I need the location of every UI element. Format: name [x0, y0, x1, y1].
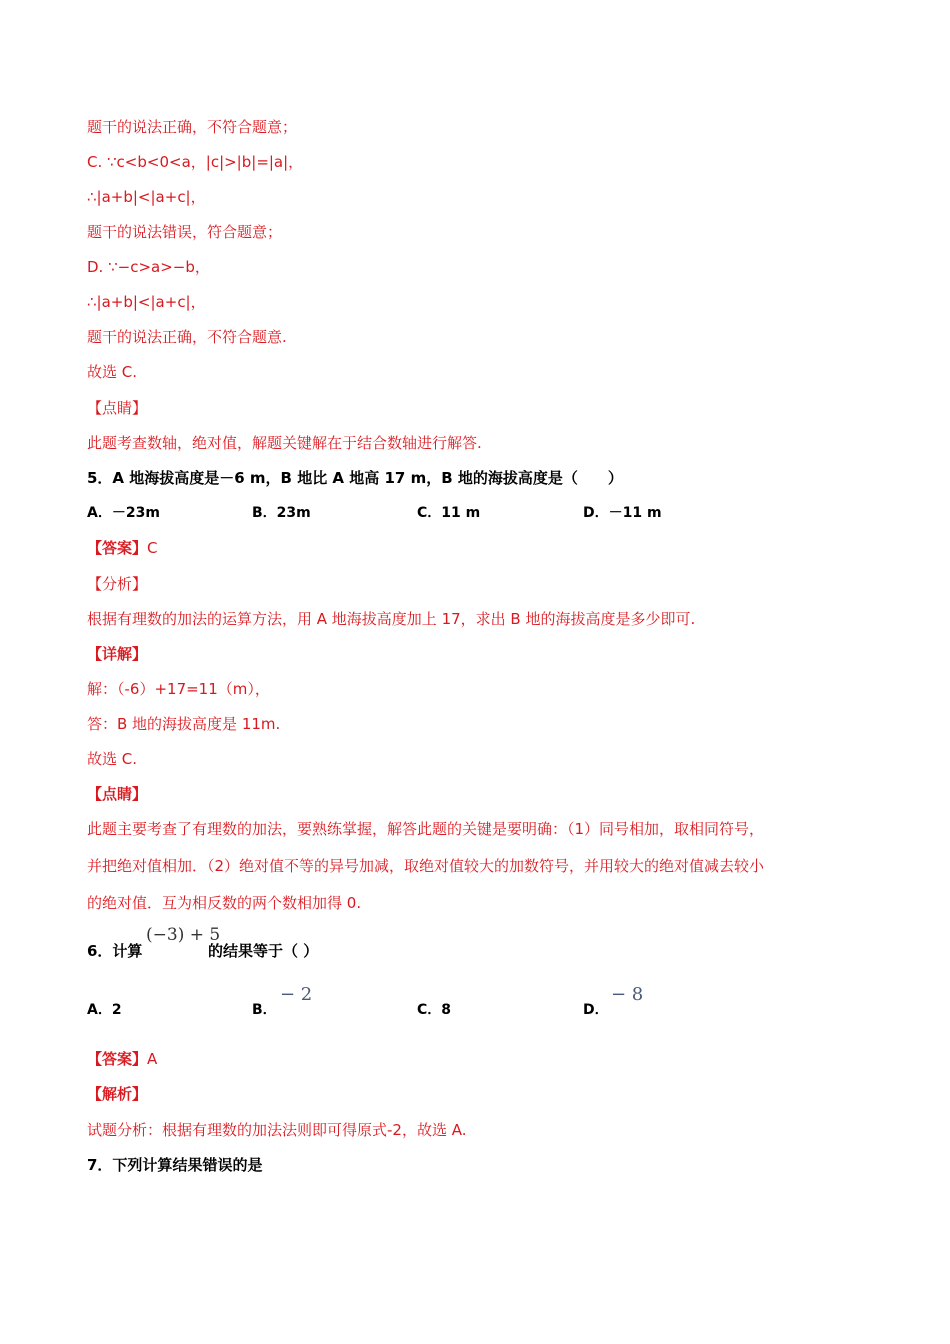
- q6-analysis: 试题分析：根据有理数的加法法则即可得原式-2，故选 A.: [87, 1121, 467, 1139]
- question-6-stem-post: 的结果等于（ ）: [208, 942, 319, 960]
- solution-line: ∴|a+b|<|a+c|，: [87, 293, 206, 311]
- q5-tip-line: 此题主要考查了有理数的加法，要熟练掌握，解答此题的关键是要明确：（1）同号相加，取相同符号，: [87, 820, 765, 838]
- q6-option-b-value: − 2: [280, 984, 313, 1005]
- q5-detail-line: 解：（-6）+17=11（m），: [87, 680, 270, 698]
- question-6-stem-pre: 6．计算: [87, 942, 143, 960]
- q5-detail-line: 答：B 地的海拔高度是 11m.: [87, 715, 281, 733]
- section-tag-explanation: 【解析】: [87, 1085, 148, 1103]
- q6-formula: (−3) + 5: [146, 925, 221, 945]
- solution-line: 此题考查数轴，绝对值，解题关键解在于结合数轴进行解答.: [87, 434, 482, 452]
- q5-option-b: B．23m: [252, 505, 311, 521]
- solution-line: 题干的说法正确，不符合题意；: [87, 118, 298, 136]
- answer-value: C: [147, 539, 158, 557]
- q5-tip-line: 并把绝对值相加．（2）绝对值不等的异号加减，取绝对值较大的加数符号，并用较大的绝对值减去较小: [87, 857, 765, 875]
- q5-choose: 故选 C.: [87, 750, 138, 768]
- q5-option-a: A．－23m: [87, 505, 160, 521]
- q6-answer: [87, 1049, 157, 1069]
- answer-tag: 【答案】: [87, 539, 148, 557]
- section-tag-tip: 【点睛】: [87, 399, 148, 417]
- solution-line: 故选 C.: [87, 363, 138, 381]
- section-tag-tip: 【点睛】: [87, 785, 148, 803]
- answer-tag: 【答案】: [87, 1050, 148, 1068]
- q6-option-d: D．: [583, 1002, 609, 1018]
- section-tag-analysis: 【分析】: [87, 575, 148, 593]
- q6-option-b: B．: [252, 1002, 277, 1018]
- q5-tip-line: 的绝对值．互为相反数的两个数相加得 0.: [87, 894, 362, 912]
- q6-option-c: C．8: [417, 1002, 452, 1018]
- solution-line: D. ∵−c>a>−b，: [87, 258, 210, 276]
- question-5-stem: 5．A 地海拔高度是－6 m，B 地比 A 地高 17 m，B 地的海拔高度是（ ）: [87, 469, 623, 487]
- solution-line: C. ∵c<b<0<a，|c|>|b|=|a|，: [87, 153, 304, 171]
- solution-line: ∴|a+b|<|a+c|，: [87, 188, 206, 206]
- q5-option-d: D．－11 m: [583, 505, 662, 521]
- q5-option-c: C．11 m: [417, 505, 481, 521]
- solution-line: 题干的说法正确，不符合题意.: [87, 328, 287, 346]
- question-7-stem: 7．下列计算结果错误的是: [87, 1156, 263, 1174]
- q5-answer: [87, 538, 158, 558]
- answer-value: A: [147, 1050, 158, 1068]
- q6-option-a: A．2: [87, 1002, 122, 1018]
- solution-line: 题干的说法错误，符合题意；: [87, 223, 283, 241]
- section-tag-detail: 【详解】: [87, 645, 148, 663]
- q5-analysis: 根据有理数的加法的运算方法，用 A 地海拔高度加上 17，求出 B 地的海拔高度是多少即可.: [87, 610, 696, 628]
- q6-option-d-value: − 8: [611, 984, 644, 1005]
